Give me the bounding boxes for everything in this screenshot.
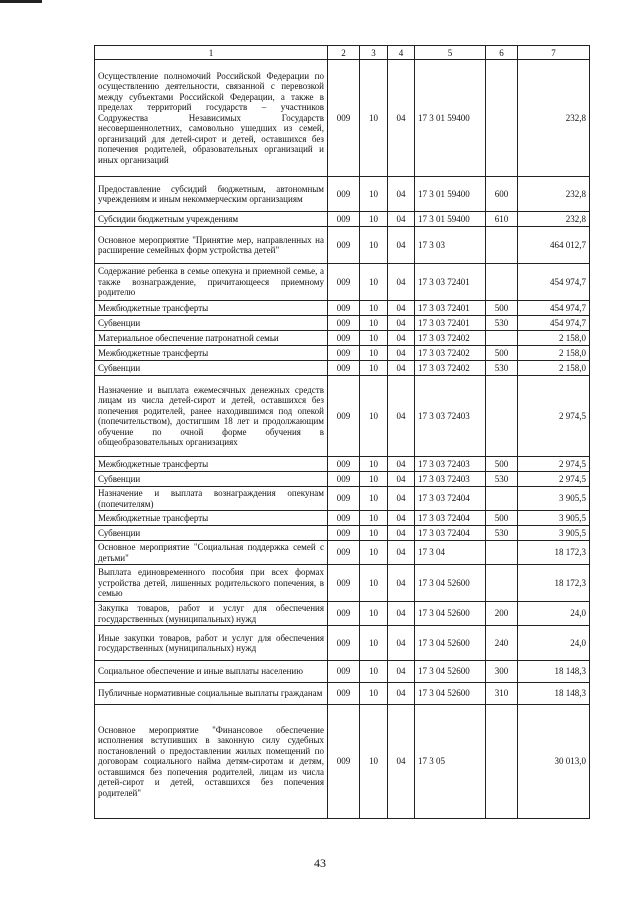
row-grbs-code: 009 <box>328 264 360 301</box>
row-expense-type: 310 <box>486 683 518 705</box>
row-amount: 2 158,0 <box>518 331 590 346</box>
row-name: Социальное обеспечение и иные выплаты населению <box>95 661 328 683</box>
table-row <box>95 472 590 487</box>
row-amount: 18 148,3 <box>518 683 590 705</box>
scan-mark <box>0 0 42 3</box>
row-section: 10 <box>360 683 388 705</box>
row-expense-type: 240 <box>486 626 518 661</box>
row-target-article: 17 3 04 <box>415 541 486 565</box>
row-section: 10 <box>360 361 388 376</box>
row-section: 10 <box>360 457 388 472</box>
table-row <box>95 264 590 301</box>
row-target-article: 17 3 03 72404 <box>415 511 486 526</box>
budget-table <box>94 45 590 819</box>
row-target-article: 17 3 04 52600 <box>415 626 486 661</box>
row-expense-type <box>486 705 518 819</box>
row-amount: 30 013,0 <box>518 705 590 819</box>
table-row <box>95 227 590 264</box>
row-grbs-code: 009 <box>328 661 360 683</box>
row-target-article: 17 3 03 <box>415 227 486 264</box>
row-name: Предоставление субсидий бюджетным, автономным учреждениям и иным некоммерческим организациям <box>95 177 328 212</box>
table-row <box>95 705 590 819</box>
row-subsection: 04 <box>388 661 415 683</box>
row-name: Закупка товаров, работ и услуг для обеспечения государственных (муниципальных) нужд <box>95 602 328 626</box>
col-header-7: 7 <box>518 46 590 60</box>
row-name: Субвенции <box>95 526 328 541</box>
table-row <box>95 212 590 227</box>
row-name: Основное мероприятие "Принятие мер, направленных на расширение семейных форм устройства детей" <box>95 227 328 264</box>
row-grbs-code: 009 <box>328 361 360 376</box>
row-target-article: 17 3 03 72402 <box>415 361 486 376</box>
row-expense-type: 500 <box>486 346 518 361</box>
row-name: Межбюджетные трансферты <box>95 511 328 526</box>
row-section: 10 <box>360 541 388 565</box>
row-grbs-code: 009 <box>328 316 360 331</box>
row-name: Межбюджетные трансферты <box>95 346 328 361</box>
table-row <box>95 602 590 626</box>
row-amount: 232,8 <box>518 60 590 177</box>
row-expense-type <box>486 227 518 264</box>
row-name: Субсидии бюджетным учреждениям <box>95 212 328 227</box>
row-expense-type: 500 <box>486 511 518 526</box>
row-section: 10 <box>360 661 388 683</box>
row-amount: 2 158,0 <box>518 361 590 376</box>
row-grbs-code: 009 <box>328 526 360 541</box>
table-row <box>95 565 590 602</box>
row-section: 10 <box>360 177 388 212</box>
row-subsection: 04 <box>388 177 415 212</box>
row-grbs-code: 009 <box>328 457 360 472</box>
row-subsection: 04 <box>388 264 415 301</box>
row-target-article: 17 3 03 72404 <box>415 487 486 511</box>
row-section: 10 <box>360 301 388 316</box>
row-target-article: 17 3 04 52600 <box>415 602 486 626</box>
row-section: 10 <box>360 472 388 487</box>
row-amount: 454 974,7 <box>518 264 590 301</box>
table-row <box>95 346 590 361</box>
row-target-article: 17 3 03 72401 <box>415 264 486 301</box>
row-subsection: 04 <box>388 626 415 661</box>
row-name: Основное мероприятие "Социальная поддержка семей с детьми" <box>95 541 328 565</box>
row-amount: 3 905,5 <box>518 526 590 541</box>
row-section: 10 <box>360 376 388 457</box>
row-grbs-code: 009 <box>328 626 360 661</box>
row-expense-type <box>486 541 518 565</box>
row-section: 10 <box>360 565 388 602</box>
row-name: Содержание ребенка в семье опекуна и приемной семье, а также вознаграждение, причитающееся приемному родителю <box>95 264 328 301</box>
row-expense-type: 500 <box>486 301 518 316</box>
row-section: 10 <box>360 626 388 661</box>
row-target-article: 17 3 03 72403 <box>415 376 486 457</box>
row-target-article: 17 3 03 72401 <box>415 316 486 331</box>
row-grbs-code: 009 <box>328 602 360 626</box>
row-subsection: 04 <box>388 541 415 565</box>
row-subsection: 04 <box>388 301 415 316</box>
row-amount: 2 974,5 <box>518 472 590 487</box>
row-subsection: 04 <box>388 60 415 177</box>
row-grbs-code: 009 <box>328 331 360 346</box>
row-section: 10 <box>360 212 388 227</box>
row-expense-type: 610 <box>486 212 518 227</box>
table-row <box>95 457 590 472</box>
row-grbs-code: 009 <box>328 376 360 457</box>
row-target-article: 17 3 01 59400 <box>415 212 486 227</box>
table-row <box>95 316 590 331</box>
row-target-article: 17 3 03 72401 <box>415 301 486 316</box>
table-row <box>95 626 590 661</box>
table-row <box>95 541 590 565</box>
row-amount: 18 172,3 <box>518 565 590 602</box>
row-name: Субвенции <box>95 316 328 331</box>
row-expense-type: 500 <box>486 457 518 472</box>
row-expense-type: 530 <box>486 316 518 331</box>
row-target-article: 17 3 03 72402 <box>415 331 486 346</box>
col-header-2: 2 <box>328 46 360 60</box>
row-expense-type <box>486 565 518 602</box>
row-name: Назначение и выплата ежемесячных денежных средств лицам из числа детей-сирот и детей, оставшихся без попечения родителей, ранее находившимся под опекой (попечительством), достигшим 18 лет и продолжающим обучение по очной форме обучения в общеобразовательных организациях <box>95 376 328 457</box>
row-grbs-code: 009 <box>328 346 360 361</box>
row-section: 10 <box>360 331 388 346</box>
table-row <box>95 331 590 346</box>
row-amount: 24,0 <box>518 626 590 661</box>
row-subsection: 04 <box>388 472 415 487</box>
row-target-article: 17 3 01 59400 <box>415 60 486 177</box>
row-name: Назначение и выплата вознаграждения опекунам (попечителям) <box>95 487 328 511</box>
row-grbs-code: 009 <box>328 511 360 526</box>
table-row <box>95 361 590 376</box>
row-section: 10 <box>360 346 388 361</box>
table-row <box>95 60 590 177</box>
row-grbs-code: 009 <box>328 301 360 316</box>
row-name: Материальное обеспечение патронатной семьи <box>95 331 328 346</box>
row-subsection: 04 <box>388 565 415 602</box>
row-amount: 3 905,5 <box>518 487 590 511</box>
row-name: Основное мероприятие "Финансовое обеспечение исполнения вступивших в законную силу судебных постановлений о предоставлении жилых помещений по договорам социального найма детям-сиротам и детям, оставшимся без попечения родителей, лицам из числа детей-сирот и детей, оставшихся без попечения родителей" <box>95 705 328 819</box>
row-expense-type: 300 <box>486 661 518 683</box>
row-grbs-code: 009 <box>328 683 360 705</box>
row-amount: 24,0 <box>518 602 590 626</box>
col-header-6: 6 <box>486 46 518 60</box>
row-target-article: 17 3 03 72404 <box>415 526 486 541</box>
row-subsection: 04 <box>388 511 415 526</box>
row-target-article: 17 3 05 <box>415 705 486 819</box>
row-section: 10 <box>360 316 388 331</box>
row-target-article: 17 3 03 72403 <box>415 457 486 472</box>
table-row <box>95 376 590 457</box>
table-row <box>95 683 590 705</box>
row-name: Субвенции <box>95 361 328 376</box>
row-subsection: 04 <box>388 705 415 819</box>
row-subsection: 04 <box>388 457 415 472</box>
row-subsection: 04 <box>388 683 415 705</box>
row-amount: 232,8 <box>518 177 590 212</box>
row-expense-type: 530 <box>486 526 518 541</box>
row-grbs-code: 009 <box>328 227 360 264</box>
row-name: Субвенции <box>95 472 328 487</box>
row-amount: 454 974,7 <box>518 301 590 316</box>
row-section: 10 <box>360 487 388 511</box>
row-amount: 464 012,7 <box>518 227 590 264</box>
row-amount: 454 974,7 <box>518 316 590 331</box>
row-section: 10 <box>360 526 388 541</box>
row-expense-type <box>486 376 518 457</box>
table-row <box>95 511 590 526</box>
row-grbs-code: 009 <box>328 565 360 602</box>
row-subsection: 04 <box>388 212 415 227</box>
row-grbs-code: 009 <box>328 541 360 565</box>
row-section: 10 <box>360 264 388 301</box>
row-expense-type: 530 <box>486 361 518 376</box>
row-target-article: 17 3 04 52600 <box>415 661 486 683</box>
row-section: 10 <box>360 511 388 526</box>
row-grbs-code: 009 <box>328 212 360 227</box>
row-grbs-code: 009 <box>328 705 360 819</box>
row-name: Выплата единовременного пособия при всех формах устройства детей, лишенных родительского попечения, в семью <box>95 565 328 602</box>
row-grbs-code: 009 <box>328 472 360 487</box>
row-expense-type <box>486 331 518 346</box>
row-expense-type: 200 <box>486 602 518 626</box>
row-target-article: 17 3 04 52600 <box>415 683 486 705</box>
col-header-1: 1 <box>95 46 328 60</box>
row-name: Межбюджетные трансферты <box>95 457 328 472</box>
row-target-article: 17 3 03 72403 <box>415 472 486 487</box>
row-subsection: 04 <box>388 376 415 457</box>
row-subsection: 04 <box>388 346 415 361</box>
column-number-row <box>95 46 590 60</box>
row-name: Публичные нормативные социальные выплаты гражданам <box>95 683 328 705</box>
row-grbs-code: 009 <box>328 487 360 511</box>
row-subsection: 04 <box>388 602 415 626</box>
row-amount: 18 148,3 <box>518 661 590 683</box>
row-expense-type: 530 <box>486 472 518 487</box>
table-row <box>95 177 590 212</box>
row-amount: 18 172,3 <box>518 541 590 565</box>
row-expense-type: 600 <box>486 177 518 212</box>
row-subsection: 04 <box>388 316 415 331</box>
row-expense-type <box>486 60 518 177</box>
row-section: 10 <box>360 602 388 626</box>
table-row <box>95 661 590 683</box>
row-section: 10 <box>360 227 388 264</box>
row-subsection: 04 <box>388 331 415 346</box>
row-name: Иные закупки товаров, работ и услуг для обеспечения государственных (муниципальных) нужд <box>95 626 328 661</box>
col-header-4: 4 <box>388 46 415 60</box>
row-section: 10 <box>360 60 388 177</box>
row-target-article: 17 3 03 72402 <box>415 346 486 361</box>
row-amount: 2 974,5 <box>518 457 590 472</box>
table-row <box>95 301 590 316</box>
row-expense-type <box>486 487 518 511</box>
row-name: Осуществление полномочий Российской Федерации по осуществлению деятельности, связанной с перевозкой между субъектами Российской Федерации, а также в пределах территорий государств – участников Содружества Независимых Государств несовершеннолетних, самовольно ушедших из семей, организаций для детей-сирот и детей, оставшихся без попечения родителей, образовательных организаций и иных организаций <box>95 60 328 177</box>
row-grbs-code: 009 <box>328 177 360 212</box>
row-subsection: 04 <box>388 361 415 376</box>
row-subsection: 04 <box>388 526 415 541</box>
row-amount: 2 974,5 <box>518 376 590 457</box>
row-section: 10 <box>360 705 388 819</box>
row-name: Межбюджетные трансферты <box>95 301 328 316</box>
row-grbs-code: 009 <box>328 60 360 177</box>
col-header-5: 5 <box>415 46 486 60</box>
row-target-article: 17 3 04 52600 <box>415 565 486 602</box>
row-subsection: 04 <box>388 227 415 264</box>
page-number: 43 <box>314 856 326 870</box>
row-amount: 2 158,0 <box>518 346 590 361</box>
row-amount: 3 905,5 <box>518 511 590 526</box>
table-row <box>95 526 590 541</box>
row-expense-type <box>486 264 518 301</box>
col-header-3: 3 <box>360 46 388 60</box>
row-target-article: 17 3 01 59400 <box>415 177 486 212</box>
table-row <box>95 487 590 511</box>
row-subsection: 04 <box>388 487 415 511</box>
row-amount: 232,8 <box>518 212 590 227</box>
